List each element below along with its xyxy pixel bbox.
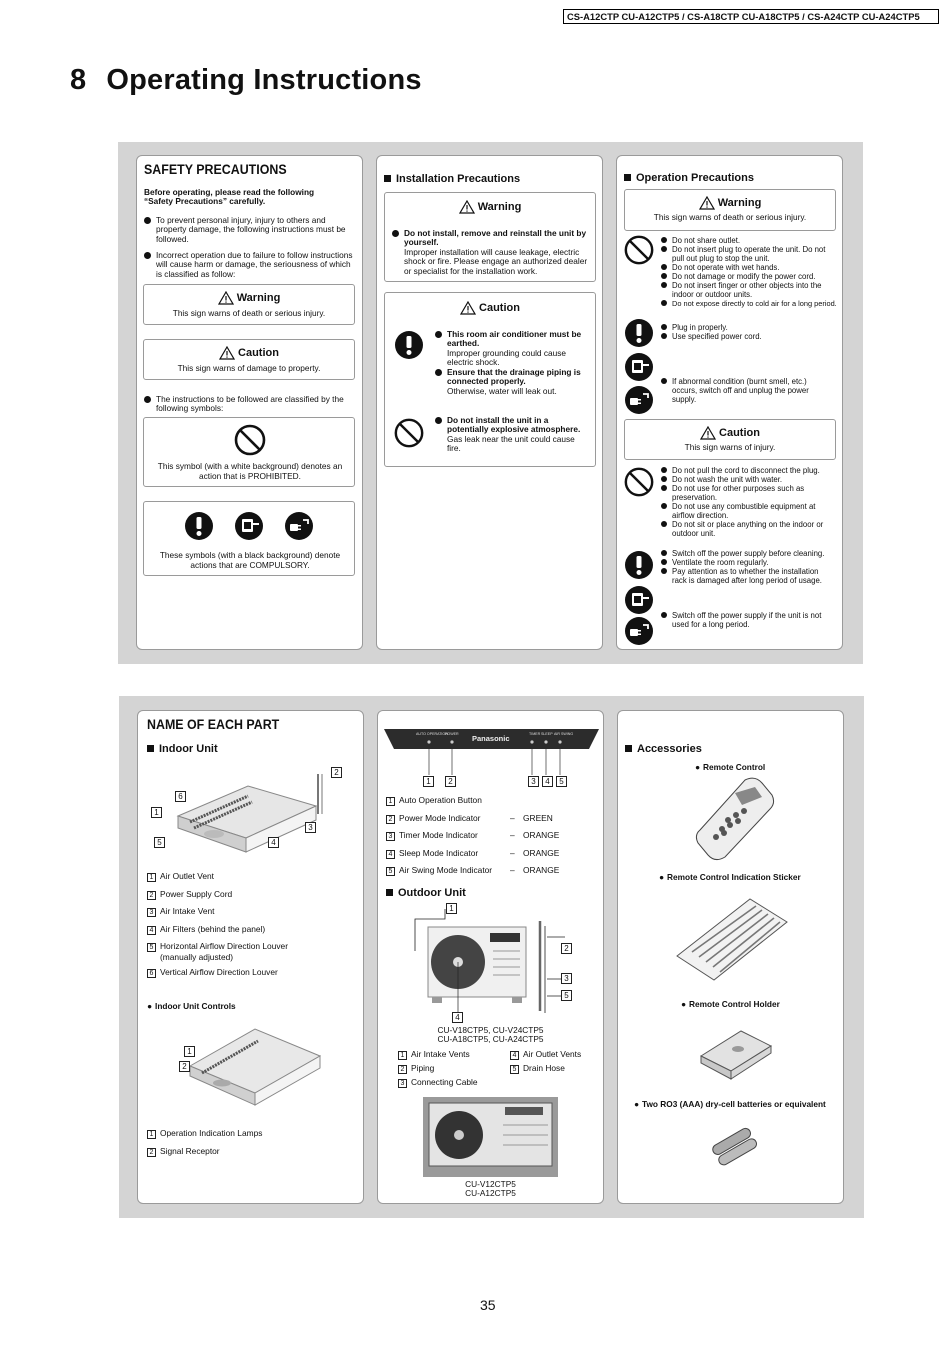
outdoor-parts-right xyxy=(510,1049,581,1077)
batteries-illustration xyxy=(706,1127,766,1167)
list-item: 6 Vertical Airflow Direction Louver xyxy=(147,967,288,985)
symbols-bullet: The instructions to be followed are classified by the following symbols: xyxy=(144,395,356,414)
indicator-leader-lines xyxy=(384,749,599,779)
caution-earthed-text: Improper grounding could cause electric shock. xyxy=(447,348,566,368)
caution-earthed-bold: This room air conditioner must be earthed. xyxy=(435,330,590,349)
brand-logo: Panasonic xyxy=(472,734,510,743)
accessories-title: Accessories xyxy=(625,743,702,755)
caution-drainage-bold: Ensure that the drainage piping is connected properly. xyxy=(435,368,590,387)
outdoor-unit-illustration xyxy=(390,901,590,1026)
caution-drainage-text: Otherwise, water will leak out. xyxy=(447,386,557,396)
callout-2: 2 xyxy=(561,943,572,954)
warning-compulsory-list xyxy=(661,323,837,341)
label-air-swing: AIR SWING xyxy=(554,732,574,736)
accessory-remote-holder: ● Remote Control Holder xyxy=(681,999,780,1009)
list-item: Do not insert finger or other objects into the indoor or outdoor units. xyxy=(661,281,837,299)
list-item: 2 Signal Receptor xyxy=(147,1146,262,1164)
list-item: 4 Air Outlet Vents xyxy=(510,1049,581,1063)
accessory-indication-sticker: ● Remote Control Indication Sticker xyxy=(659,872,801,882)
operation-caution-desc: This sign warns of injury. xyxy=(684,442,776,452)
indoor-parts-list xyxy=(147,871,288,985)
list-item: 2 Power Supply Cord xyxy=(147,889,288,907)
warning-prohibited-list xyxy=(661,236,837,308)
warning-triangle-icon xyxy=(699,196,715,210)
list-item: 4 Sleep Mode Indicator – ORANGE xyxy=(386,848,596,866)
indicator-list xyxy=(386,795,596,883)
list-item: 3 Connecting Cable xyxy=(398,1077,478,1091)
grounding-icon xyxy=(234,511,264,541)
installation-warning-bold: Do not install, remove and reinstall the unit by yourself. xyxy=(392,229,592,248)
list-item: Do not share outlet. xyxy=(661,236,837,245)
caution-explosive-bold: Do not install the unit in a potentially explosive atmosphere. xyxy=(435,416,590,435)
caution-label: Caution xyxy=(238,347,279,359)
unplug-icon xyxy=(284,511,314,541)
operation-precautions-panel xyxy=(616,155,843,650)
exclamation-icon xyxy=(624,318,654,348)
compulsory-symbol-box xyxy=(143,501,355,576)
list-item: 3 Timer Mode Indicator – ORANGE xyxy=(386,830,596,848)
warning-unplug-list xyxy=(661,377,821,404)
safety-bullet-1: To prevent personal injury, injury to others and property damage, the following instructions must be followed. xyxy=(144,216,354,244)
remote-holder-illustration xyxy=(696,1021,776,1081)
caution-sign-box xyxy=(143,339,355,380)
caution-prohibited-list xyxy=(661,466,831,538)
header-model-list: CS-A12CTP CU-A12CTP5 / CS-A18CTP CU-A18CTP5 / CS-A24CTP CU-A24CTP5 xyxy=(563,9,939,24)
section-title: Operating Instructions xyxy=(106,64,422,96)
callout-1: 1 xyxy=(151,807,162,818)
label-sleep: SLEEP xyxy=(541,732,553,736)
page-number: 35 xyxy=(480,1297,496,1313)
name-of-each-part-panel xyxy=(137,710,364,1204)
installation-caution-label: Caution xyxy=(479,302,520,314)
callout-5: 5 xyxy=(556,776,567,787)
caution-triangle-icon xyxy=(460,301,476,315)
installation-warning-text: Improper installation will cause leakage, electric shock or fire. Please engage an authorized dealer or specialist for the installation work. xyxy=(404,247,588,276)
indicators-outdoor-panel xyxy=(377,710,604,1204)
exclamation-icon xyxy=(184,511,214,541)
exclamation-icon xyxy=(394,330,424,360)
list-item: Use specified power cord. xyxy=(661,332,837,341)
warning-triangle-icon xyxy=(459,200,475,214)
compulsory-desc: These symbols (with a black background) denote actions that are COMPULSORY. xyxy=(159,550,341,570)
safety-precautions-panel xyxy=(136,155,363,650)
unplug-icon xyxy=(624,385,654,415)
operation-caution-label: Caution xyxy=(719,427,760,439)
callout-4: 4 xyxy=(542,776,553,787)
list-item: Do not operate with wet hands. xyxy=(661,263,837,272)
caution-compulsory-list xyxy=(661,549,831,585)
operation-warning-desc: This sign warns of death or serious injury. xyxy=(653,212,807,222)
outdoor-unit-title: Outdoor Unit xyxy=(386,887,466,899)
caution-desc: This sign warns of damage to property. xyxy=(177,363,321,373)
installation-caution-box xyxy=(384,292,596,467)
label-timer: TIMER xyxy=(529,732,541,736)
remote-control-illustration xyxy=(690,775,780,865)
installation-warning-box xyxy=(384,192,596,282)
caution-unplug-list xyxy=(661,611,831,629)
accessories-panel xyxy=(617,710,844,1204)
safety-bullet-2: Incorrect operation due to failure to follow instructions will cause harm or damage, the seriousness of which is classified as follow: xyxy=(144,251,356,279)
warning-triangle-icon xyxy=(218,291,234,305)
indoor-unit-title: Indoor Unit xyxy=(147,743,218,755)
exclamation-icon xyxy=(624,550,654,580)
list-item: Do not pull the cord to disconnect the plug. xyxy=(661,466,831,475)
list-item: Pay attention as to whether the installation rack is damaged after long period of usage. xyxy=(661,567,831,585)
indication-sticker-illustration xyxy=(672,894,792,984)
callout-3: 3 xyxy=(305,822,316,833)
list-item: 1 Air Outlet Vent xyxy=(147,871,288,889)
outdoor-models-large: CU-V18CTP5, CU-V24CTP5 CU-A18CTP5, CU-A24CTP5 xyxy=(437,1025,544,1045)
list-item: Switch off the power supply if the unit is not used for a long period. xyxy=(661,611,831,629)
list-item: 1 Auto Operation Button xyxy=(386,795,596,813)
section-number: 8 xyxy=(70,64,87,96)
caution-explosive-text: Gas leak near the unit could cause fire. xyxy=(447,434,575,454)
warning-sign-box xyxy=(143,284,355,325)
callout-4: 4 xyxy=(268,837,279,848)
list-item: Do not damage or modify the power cord. xyxy=(661,272,837,281)
callout-1: 1 xyxy=(423,776,434,787)
outdoor-models-small: CU-V12CTP5 CU-A12CTP5 xyxy=(465,1179,516,1199)
page-title xyxy=(70,64,422,97)
label-auto-operation: AUTO OPERATION xyxy=(416,732,448,736)
list-item: Do not expose directly to cold air for a long period. xyxy=(661,299,837,308)
list-item: 4 Air Filters (behind the panel) xyxy=(147,924,288,942)
list-item: 1 Air Intake Vents xyxy=(398,1049,478,1063)
list-item: Do not use any combustible equipment at airflow direction. xyxy=(661,502,831,520)
list-item: 5 Horizontal Airflow Direction Louver (manually adjusted) xyxy=(147,941,288,967)
accessory-batteries: ● Two RO3 (AAA) dry-cell batteries or equivalent xyxy=(634,1099,826,1109)
list-item: Ventilate the room regularly. xyxy=(661,558,831,567)
label-power: POWER xyxy=(445,732,459,736)
list-item: 1 Operation Indication Lamps xyxy=(147,1128,262,1146)
prohibited-icon xyxy=(623,466,655,498)
callout-5: 5 xyxy=(561,990,572,1001)
caution-triangle-icon xyxy=(700,426,716,440)
controls-parts-list xyxy=(147,1128,262,1163)
callout-3: 3 xyxy=(528,776,539,787)
grounding-icon xyxy=(624,585,654,615)
list-item: 2 Piping xyxy=(398,1063,478,1077)
callout-5: 5 xyxy=(154,837,165,848)
warning-label: Warning xyxy=(236,292,281,304)
list-item: Plug in properly. xyxy=(661,323,837,332)
outdoor-parts-left xyxy=(398,1049,478,1091)
list-item: Do not insert plug to operate the unit. Do not pull out plug to stop the unit. xyxy=(661,245,837,263)
list-item: Do not use for other purposes such as preservation. xyxy=(661,484,831,502)
callout-2: 2 xyxy=(179,1061,190,1072)
callout-1: 1 xyxy=(446,903,457,914)
callout-2: 2 xyxy=(445,776,456,787)
list-item: If abnormal condition (burnt smell, etc.) occurs, switch off and unplug the power supply. xyxy=(661,377,821,404)
indoor-unit-illustration xyxy=(138,756,363,871)
installation-precautions-panel xyxy=(376,155,603,650)
list-item: 5 Air Swing Mode Indicator – ORANGE xyxy=(386,865,596,883)
list-item: 2 Power Mode Indicator – GREEN xyxy=(386,813,596,831)
safety-title: SAFETY PRECAUTIONS xyxy=(144,162,287,177)
list-item: Do not wash the unit with water. xyxy=(661,475,831,484)
operation-caution-box xyxy=(624,419,836,460)
installation-title: Installation Precautions xyxy=(384,173,520,185)
accessory-remote-control: ● Remote Control xyxy=(695,762,765,772)
grounding-icon xyxy=(624,352,654,382)
parts-title: NAME OF EACH PART xyxy=(147,717,280,732)
callout-6: 6 xyxy=(175,791,186,802)
list-item: Switch off the power supply before cleaning. xyxy=(661,549,831,558)
callout-3: 3 xyxy=(561,973,572,984)
installation-warning-label: Warning xyxy=(477,201,522,213)
prohibited-icon xyxy=(393,417,425,449)
prohibited-icon xyxy=(623,234,655,266)
list-item: Do not sit or place anything on the indoor or outdoor unit. xyxy=(661,520,831,538)
prohibited-symbol-box xyxy=(143,417,355,487)
list-item: 5 Drain Hose xyxy=(510,1063,581,1077)
prohibited-icon xyxy=(233,423,267,457)
operation-warning-box xyxy=(624,189,836,231)
callout-1: 1 xyxy=(184,1046,195,1057)
outdoor-unit-small-photo xyxy=(423,1097,558,1177)
operation-title: Operation Precautions xyxy=(624,172,754,184)
list-item: 3 Air Intake Vent xyxy=(147,906,288,924)
operation-warning-label: Warning xyxy=(717,197,762,209)
prohibited-desc: This symbol (with a white background) denotes an action that is PROHIBITED. xyxy=(157,461,343,481)
callout-2: 2 xyxy=(331,767,342,778)
caution-triangle-icon xyxy=(219,346,235,360)
callout-4: 4 xyxy=(452,1012,463,1023)
safety-intro: Before operating, please read the following “Safety Precautions” carefully. xyxy=(144,187,315,207)
indoor-controls-title: ● Indoor Unit Controls xyxy=(147,1001,236,1011)
unplug-icon xyxy=(624,616,654,646)
warning-desc: This sign warns of death or serious injury. xyxy=(172,308,326,318)
